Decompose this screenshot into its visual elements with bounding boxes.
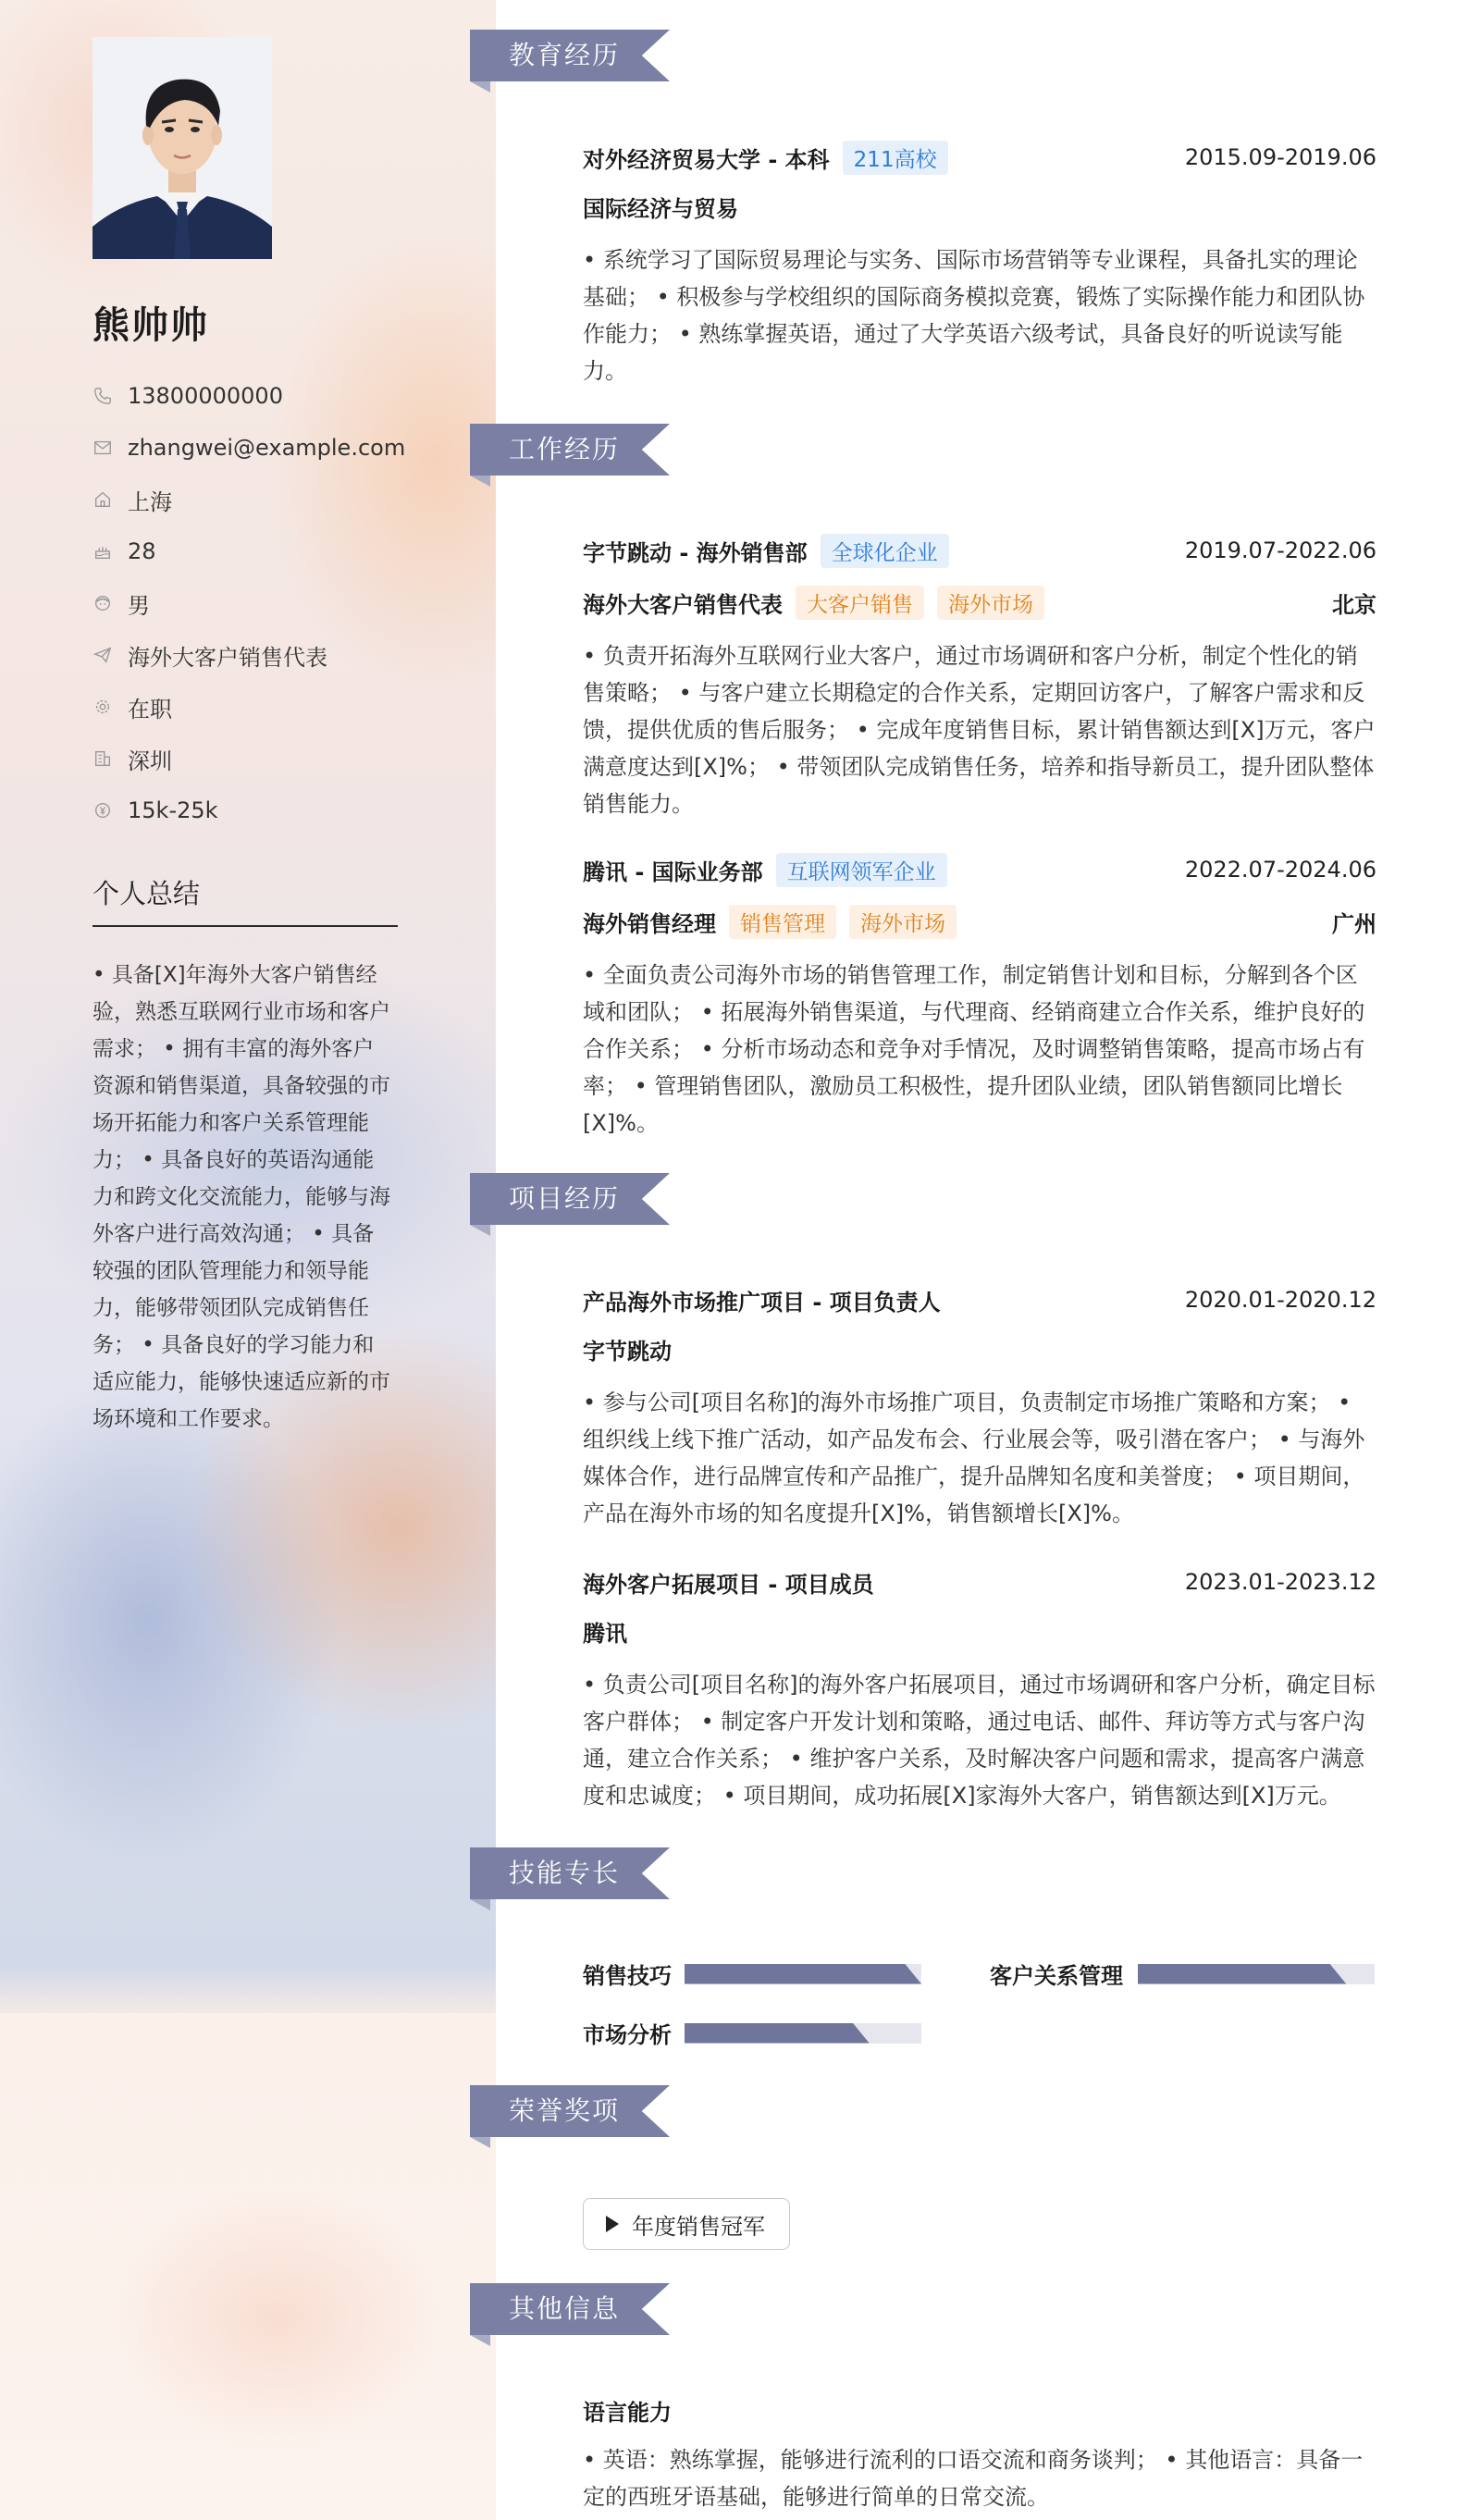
skill-name: 客户关系管理 — [990, 1963, 1123, 1989]
role-tag: 销售管理 — [729, 905, 836, 939]
age-text: 28 — [128, 538, 156, 564]
avatar — [93, 37, 272, 259]
award-label: 年度销售冠军 — [632, 2213, 765, 2240]
info-status — [93, 681, 405, 733]
work-city: 广州 — [1332, 910, 1376, 937]
building-icon — [93, 748, 113, 769]
work-date: 2022.07-2024.06 — [1184, 857, 1376, 883]
project-entry — [583, 1563, 1376, 1814]
info-gender — [93, 577, 405, 629]
company-name: 字节跳动 - 海外销售部 — [583, 539, 808, 566]
role-tag: 海外市场 — [937, 586, 1044, 620]
section-education-title: 教育经历 — [509, 40, 621, 70]
skill-name: 市场分析 — [583, 2022, 672, 2048]
section-work-header — [470, 424, 670, 476]
section-awards-title: 荣誉奖项 — [509, 2095, 621, 2126]
work-entry — [583, 851, 1376, 1142]
sidebar-lower-background — [0, 2013, 496, 2520]
salary-text: 15k-25k — [128, 797, 218, 823]
section-other-header — [470, 2283, 670, 2335]
contact-info-list — [93, 370, 405, 836]
city-text: 上海 — [128, 488, 172, 515]
section-other-title: 其他信息 — [509, 2293, 621, 2324]
play-icon — [606, 2216, 619, 2232]
work-desc: • 全面负责公司海外市场的销售管理工作，制定销售计划和目标，分解到各个区域和团队； • 拓展海外销售渠道，与代理商、经销商建立合作关系，维护良好的合作关系； • 分析市场动态和竞争对手情况，及时调整销售策略，提高市场占有率； • 管理销售团队，激励员工积极性，提升团队业绩，团队销售额同比增长[X]%。 — [583, 962, 1365, 1136]
info-location — [93, 733, 405, 784]
work-desc: • 负责开拓海外互联网行业大客户，通过市场调研和客户分析，制定个性化的销售策略； • 与客户建立长期稳定的合作关系，定期回访客户，了解客户需求和反馈，提供优质的售后服务； • 完成年度销售目标，累计销售额达到[X]万元，客户满意度达到[X]%； • 带领团队完成销售任务，培养和指导新员工，提升团队整体销售能力。 — [583, 643, 1376, 817]
job-role: 海外销售经理 — [583, 910, 716, 937]
project-desc: • 参与公司[项目名称]的海外市场推广项目，负责制定市场推广策略和方案； • 组织线上线下推广活动，如产品发布会、行业展会等，吸引潜在客户； • 与海外媒体合作，进行品牌宣传和产品推广，提升品牌知名度和美誉度； • 项目期间，产品在海外市场的知名度提升[X]%，销售额增长[X]%。 — [583, 1390, 1365, 1526]
send-icon — [93, 645, 113, 665]
education-date: 2015.09-2019.06 — [1184, 144, 1376, 170]
work-entry — [583, 532, 1376, 822]
section-skills-title: 技能专长 — [509, 1858, 621, 1888]
info-email — [93, 422, 405, 474]
summary-divider — [93, 925, 398, 927]
location-text: 深圳 — [128, 747, 172, 774]
section-project-header — [470, 1173, 670, 1225]
work-date: 2019.07-2022.06 — [1184, 537, 1376, 563]
project-title: 海外客户拓展项目 - 项目成员 — [583, 1571, 874, 1598]
info-city — [93, 474, 405, 525]
award-item-button[interactable] — [583, 2198, 790, 2250]
project-company: 腾讯 — [583, 1621, 627, 1647]
email-icon — [93, 438, 113, 458]
skill-item — [583, 2017, 921, 2049]
job-role: 海外大客户销售代表 — [583, 591, 783, 618]
project-date: 2020.01-2020.12 — [1184, 1287, 1376, 1313]
language-desc: • 英语：熟练掌握，能够进行流利的口语交流和商务谈判； • 其他语言：具备一定的西班牙语基础，能够进行简单的日常交流。 — [583, 2447, 1364, 2510]
section-work-title: 工作经历 — [509, 434, 621, 464]
sidebar — [0, 0, 496, 2520]
skill-item — [990, 1958, 1375, 1990]
school-name: 对外经济贸易大学 - 本科 — [583, 146, 830, 173]
phone-text: 13800000000 — [128, 383, 283, 409]
gender-icon — [93, 593, 113, 613]
work-city: 北京 — [1332, 591, 1376, 618]
phone-icon — [93, 386, 113, 406]
summary-title: 个人总结 — [93, 878, 201, 909]
cake-icon — [93, 541, 113, 562]
role-tag: 海外市场 — [849, 905, 957, 939]
status-text: 在职 — [128, 696, 172, 723]
project-company: 字节跳动 — [583, 1339, 672, 1365]
skill-name: 销售技巧 — [583, 1963, 672, 1989]
candidate-name: 熊帅帅 — [93, 304, 209, 347]
skill-bar-fill — [685, 2023, 870, 2044]
email-text: zhangwei@example.com — [128, 435, 406, 461]
skill-bar-fill — [685, 1964, 921, 1984]
major: 国际经济与贸易 — [583, 196, 738, 222]
skill-bar-fill — [1138, 1964, 1346, 1984]
info-position — [93, 629, 405, 681]
company-badge: 全球化企业 — [821, 534, 949, 568]
info-phone — [93, 370, 405, 422]
skill-item — [583, 1958, 921, 1990]
summary-text: • 具备[X]年海外大客户销售经验，熟悉互联网行业市场和客户需求； • 拥有丰富的海外客户资源和销售渠道，具备较强的市场开拓能力和客户关系管理能力； • 具备良好的英语沟通能力和跨文化交流能力，能够与海外客户进行高效沟通； • 具备较强的团队管理能力和领导能力，能够带领团队完成销售任务； • 具备良好的学习能力和适应能力，能够快速适应新的市场环境和工作要求。 — [93, 963, 390, 1431]
education-entry — [583, 139, 1376, 389]
project-entry — [583, 1281, 1376, 1532]
project-desc: • 负责公司[项目名称]的海外客户拓展项目，通过市场调研和客户分析，确定目标客户群体； • 制定客户开发计划和策略，通过电话、邮件、拜访等方式与客户沟通，建立合作关系； • 维护客户关系，及时解决客户问题和需求，提高客户满意度和忠诚度； • 项目期间，成功拓展[X]家海外大客户，销售额达到[X]万元。 — [583, 1672, 1376, 1809]
section-awards-header — [470, 2085, 670, 2137]
role-tag: 大客户销售 — [796, 586, 924, 620]
project-date: 2023.01-2023.12 — [1184, 1569, 1376, 1595]
section-skills-header — [470, 1847, 670, 1899]
section-education-header — [470, 30, 670, 81]
salary-icon — [93, 800, 113, 821]
position-text: 海外大客户销售代表 — [128, 644, 327, 671]
status-icon — [93, 697, 113, 717]
gender-text: 男 — [128, 592, 150, 619]
skill-bar — [685, 2023, 921, 2044]
skill-bar — [1138, 1964, 1375, 1984]
other-entry — [583, 2394, 1376, 2515]
skill-bar — [685, 1964, 921, 1984]
company-name: 腾讯 - 国际业务部 — [583, 859, 763, 885]
home-icon — [93, 489, 113, 510]
info-age — [93, 525, 405, 577]
company-badge: 互联网领军企业 — [776, 853, 947, 887]
language-title: 语言能力 — [583, 2400, 672, 2426]
section-project-title: 项目经历 — [509, 1183, 621, 1214]
info-salary — [93, 784, 405, 836]
education-desc: • 系统学习了国际贸易理论与实务、国际市场营销等专业课程，具备扎实的理论基础； • 积极参与学校组织的国际商务模拟竞赛，锻炼了实际操作能力和团队协作能力； • 熟练掌握英语，通过了大学英语六级考试，具备良好的听说读写能力。 — [583, 247, 1365, 384]
project-title: 产品海外市场推广项目 - 项目负责人 — [583, 1289, 941, 1316]
school-badge: 211高校 — [843, 141, 948, 175]
